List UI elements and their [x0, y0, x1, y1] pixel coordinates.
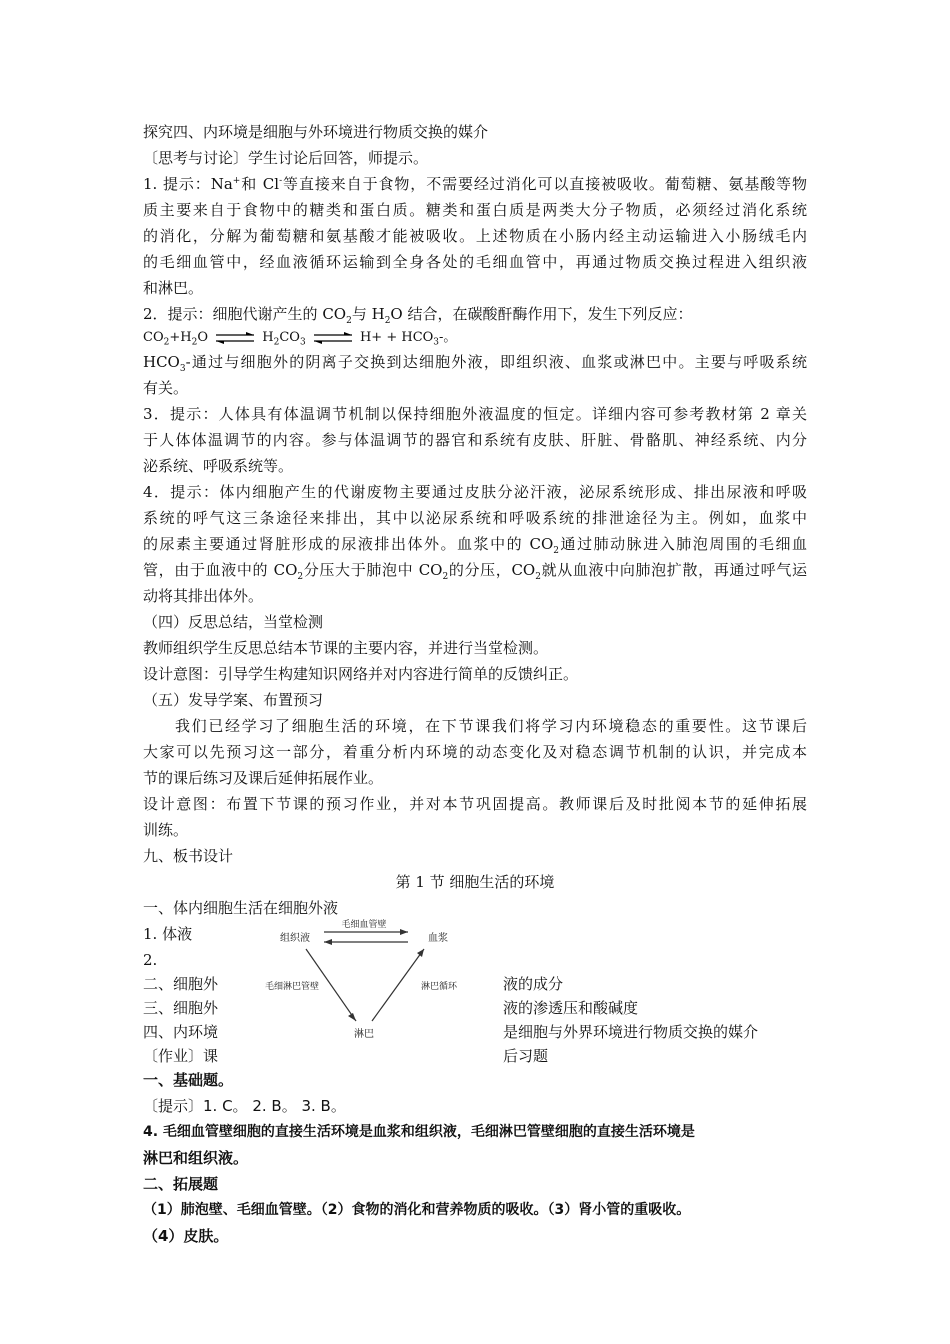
hint1-line2: 质主要来自于食物中的糖类和蛋白质。糖类和蛋白质是两类大分子物质，必须经过消化系统: [143, 201, 807, 219]
hint4-line3: 的尿素主要通过肾脏形成的尿液排出体外。血浆中的 $CO_2$通过肺动脉进入肺泡周围的毛细血: [143, 535, 807, 556]
answers-basic-title: 一、基础题。: [143, 1071, 234, 1089]
hint1-line3: 的消化，分解为葡萄糖和氨基酸才能被吸收。上述物质在小肠内经主动运输进入小肠绒毛内: [143, 227, 807, 245]
section5-para-line1: 我们已经学习了细胞生活的环境，在下节课我们将学习内环境稳态的重要性。这节课后: [175, 717, 807, 735]
diagram-arrowhead: [324, 939, 332, 945]
section5-title: （五）发导学案、布置预习: [143, 691, 324, 709]
homework-right: 后习题: [503, 1047, 549, 1065]
board-title: 第 1 节 细胞生活的环境: [395, 873, 555, 891]
section4-intent: 设计意图：引导学生构建知识网络并对内容进行简单的反馈纠正。: [143, 665, 579, 683]
answers-ext-title: 二、拓展题: [143, 1175, 219, 1193]
diagram-arrowhead: [400, 929, 408, 935]
board-item-1-1: 1. 体液: [143, 925, 193, 943]
diagram-arrow-right-edge: [372, 949, 424, 1021]
board-item-3-right: 液的渗透压和酸碱度: [503, 999, 639, 1017]
section5-para-line2: 大家可以先预习这一部分，着重分析内环境的动态变化及对稳态调节机制的认识，并完成本: [143, 743, 807, 761]
reversible-arrow-icon: [312, 332, 354, 344]
answers-ext-line2: （4）皮肤。: [143, 1227, 229, 1245]
section5-intent-line2: 训练。: [143, 821, 189, 839]
board-item-1-2: 2.: [143, 951, 158, 969]
diagram-arrowhead: [348, 1013, 356, 1021]
hint3-line1: 3．提示：人体具有体温调节机制以保持细胞外液温度的恒定。详细内容可参考教材第 2 章关: [143, 405, 807, 423]
answers-q4-line2: 淋巴和组织液。: [143, 1149, 249, 1167]
answers-basic-hint: 〔提示〕1. C。 2. B。 3. B。: [143, 1097, 346, 1115]
board-item-3-left: 三、细胞外: [143, 999, 219, 1017]
hint3-line3: 泌系统、呼吸系统等。: [143, 457, 294, 475]
board-item-4-right: 是细胞与外界环境进行物质交换的媒介: [503, 1023, 759, 1041]
hint4-line4: 管，由于血液中的 $CO_2$分压大于肺泡中 $CO_2$的分压，$CO_2$就从血液中向肺泡扩散，再通过呼气运: [143, 561, 807, 582]
answers-q4-line1: 4. 毛细血管壁细胞的直接生活环境是血浆和组织液，毛细淋巴管壁细胞的直接生活环境是: [143, 1124, 695, 1140]
diagram-right-node: 血浆: [428, 933, 448, 944]
hint2-line3: $HCO_3-$通过与细胞外的阴离子交换到达细胞外液，即组织液、血浆或淋巴中。主要与呼吸系统: [143, 353, 807, 374]
diagram-arrowhead: [417, 949, 424, 957]
homework-left: 〔作业〕课: [143, 1047, 219, 1065]
body-fluid-diagram: [248, 915, 498, 1045]
discussion-note: 〔思考与讨论〕学生讨论后回答，师提示。: [143, 149, 429, 167]
diagram-bottom-node: 淋巴: [354, 1029, 374, 1040]
reaction-equation: $CO_2+H_2O$ $H_2CO_3$ $H+ + HCO_3-$。: [143, 330, 457, 348]
hint2-line4: 有关。: [143, 379, 189, 397]
diagram-left-node: 组织液: [280, 933, 310, 944]
hint4-line2: 系统的呼气这三条途径来排出，其中以泌尿系统和呼吸系统的排泄途径为主。例如，血浆中: [143, 509, 807, 527]
hint1-line4: 的毛细血管中，经血液循环运输到全身各处的毛细血管中，再通过物质交换过程进入组织液: [143, 253, 807, 271]
answers-ext-line1: （1）肺泡壁、毛细血管壁。（2）食物的消化和营养物质的吸收。（3）肾小管的重吸收。: [143, 1202, 691, 1218]
section5-para-line3: 节的课后练习及课后延伸拓展作业。: [143, 769, 384, 787]
diagram-left-edge-label: 毛细淋巴管壁: [264, 982, 320, 992]
section4-text: 教师组织学生反思总结本节课的主要内容，并进行当堂检测。: [143, 639, 549, 657]
hint1-line1: 1. 提示：Na+和 Cl-等直接来自于食物，不需要经过消化可以直接被吸收。葡萄糖、氨基酸等物: [143, 175, 807, 193]
board-item-2-left: 二、细胞外: [143, 975, 219, 993]
diagram-right-edge-label: 淋巴循环: [420, 982, 458, 992]
hint4-line1: 4．提示：体内细胞产生的代谢废物主要通过皮肤分泌汗液，泌尿系统形成、排出尿液和呼吸: [143, 483, 807, 501]
diagram-top-label: 毛细血管壁: [341, 920, 387, 930]
heading-explore-4: 探究四、内环境是细胞与外环境进行物质交换的媒介: [143, 123, 489, 141]
board-item-1: 一、体内细胞生活在细胞外液: [143, 899, 339, 917]
hint3-line2: 于人体体温调节的内容。参与体温调节的器官和系统有皮肤、肝脏、骨骼肌、神经系统、内分: [143, 431, 807, 449]
board-heading: 九、板书设计: [143, 847, 234, 865]
reversible-arrow-icon: [214, 332, 256, 344]
board-item-4-left: 四、内环境: [143, 1023, 219, 1041]
hint1-line5: 和淋巴。: [143, 279, 204, 297]
section5-intent-line1: 设计意图：布置下节课的预习作业，并对本节巩固提高。教师课后及时批阅本节的延伸拓展: [143, 795, 807, 813]
board-item-2-right: 液的成分: [503, 975, 564, 993]
hint2-line1: 2．提示：细胞代谢产生的 $CO_2$与 $H_2O$ 结合，在碳酸酐酶作用下，发生下列反应：: [143, 305, 693, 326]
hint4-line5: 动将其排出体外。: [143, 587, 264, 605]
section4-title: （四）反思总结，当堂检测: [143, 613, 324, 631]
